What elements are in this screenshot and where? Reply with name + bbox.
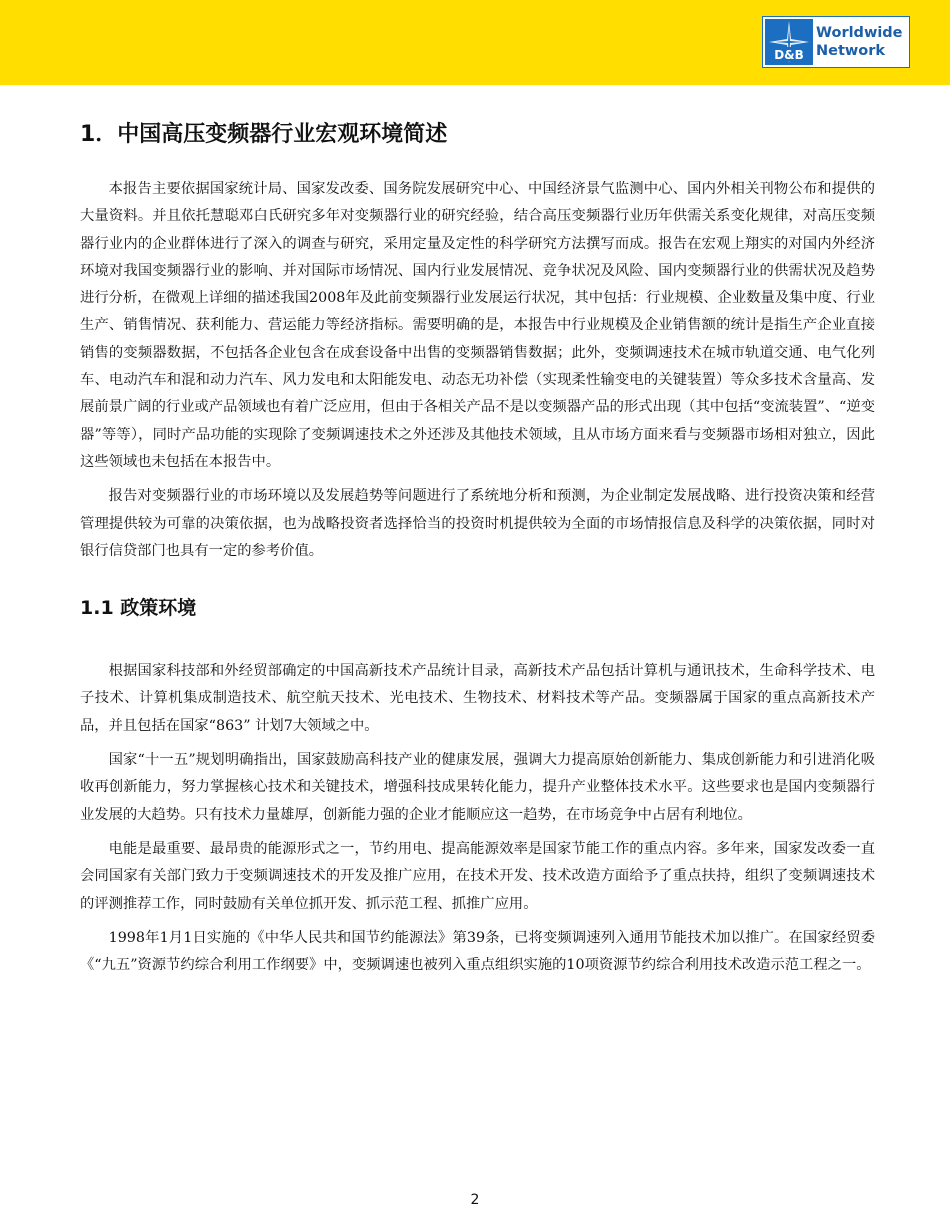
section-1-paragraph-1: 本报告主要依据国家统计局、国家发改委、国务院发展研究中心、中国经济景气监测中心、国内外相关刊物公布和提供的大量资料。并且依托慧聪邓白氏研究多年对变频器行业的研究经验，结合高压变频器行业历年供需关系变化规律，对高压变频器行业内的企业群体进行了深入的调查与研究，采用定量及定性的科学研究方法撰写而成。报告在宏观上翔实的对国内外经济环境对我国变频器行业的影响、并对国际市场情况、国内行业发展情况、竞争状况及风险、国内变频器行业的供需状况及趋势进行分析，在微观上详细的描述我国2008年及此前变频器行业发展运行状况，其中包括：行业规模、企业数量及集中度、行业生产、销售情况、获利能力、营运能力等经济指标。需要明确的是，本报告中行业规模及企业销售额的统计是指生产企业直接销售的变频器数据，不包括各企业包含在成套设备中出售的变频器销售数据；此外，变频调速技术在城市轨道交通、电气化列车、电动汽车和混和动力汽车、风力发电和太阳能发电、动态无功补偿（实现柔性输变电的关键装置）等众多技术含量高、发展前景广阔的行业或产品领域也有着广泛应用，但由于各相关产品不是以变频器产品的形式出现（其中包括“变流装置”、“逆变器”等等），同时产品功能的实现除了变频调速技术之外还涉及其他技术领域，且从市场方面来看与变频器市场相对独立，因此这些领域也未包括在本报告中。 [80,181,875,470]
logo-badge-text: D&B [774,48,804,62]
logo-text [816,24,903,60]
dnb-logo [762,16,910,68]
section-1-1-paragraph-4: 1998年1月1日实施的《中华人民共和国节约能源法》第39条，已将变频调速列入通用节能技术加以推广。在国家经贸委《“九五”资源节约综合利用工作纲要》中，变频调速也被列入重点组织实施的10项资源节约综合利用技术改造示范工程之一。 [80,929,875,974]
section-1-1-paragraph-2: 国家“十一五”规划明确指出，国家鼓励高科技产业的健康发展，强调大力提高原始创新能力、集成创新能力和引进消化吸收再创新能力，努力掌握核心技术和关键技术，增强科技成果转化能力，提升产业整体技术水平。这些要求也是国内变频器行业发展的大趋势。只有技术力量雄厚，创新能力强的企业才能顺应这一趋势，在市场竞争中占居有利地位。 [80,752,875,823]
section-1-1-heading: 1.1 政策环境 [80,597,197,620]
header-band [0,0,950,85]
section-1-heading: 1．中国高压变频器行业宏观环境简述 [80,122,448,147]
section-1-1-paragraph-1: 根据国家科技部和外经贸部确定的中国高新技术产品统计目录，高新技术产品包括计算机与通讯技术，生命科学技术、电子技术、计算机集成制造技术、航空航天技术、光电技术、生物技术、材料技术等产品。变频器属于国家的重点高新技术产品，并且包括在国家“863” 计划7大领域之中。 [80,663,875,734]
document-body [80,118,875,979]
page-number: 2 [470,1192,480,1208]
logo-line2: Network [816,43,886,59]
section-1-paragraph-2: 报告对变频器行业的市场环境以及发展趋势等问题进行了系统地分析和预测，为企业制定发展战略、进行投资决策和经营管理提供较为可靠的决策依据，也为战略投资者选择恰当的投资时机提供较为全面的市场情报信息及科学的决策依据，同时对银行信贷部门也具有一定的参考价值。 [80,488,875,559]
logo-line1: Worldwide [816,25,903,41]
section-1-1-paragraph-3: 电能是最重要、最昂贵的能源形式之一，节约用电、提高能源效率是国家节能工作的重点内容。多年来，国家发改委一直会同国家有关部门致力于变频调速技术的开发及推广应用，在技术开发、技术改造方面给予了重点扶持，组织了变频调速技术的评测推荐工作，同时鼓励有关单位抓开发、抓示范工程、抓推广应用。 [80,840,875,912]
globe-icon [765,19,813,65]
